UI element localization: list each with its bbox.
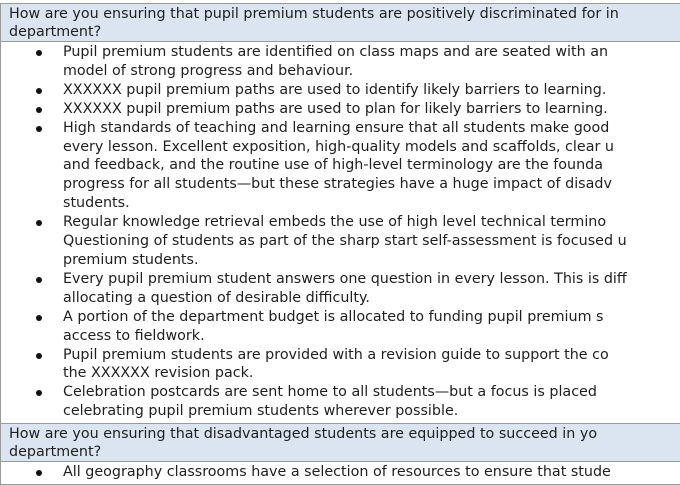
bullet-text-line: allocating a question of desirable difficulty.: [63, 289, 680, 308]
bullet-text-line: XXXXXX pupil premium paths are used to identify likely barriers to learning.: [63, 81, 680, 100]
bullet-text-line: Questioning of students as part of the sharp start self-assessment is focused u: [63, 232, 680, 251]
bullet-item: [1, 81, 680, 100]
bullet-item: [1, 43, 680, 81]
bullet-text-line: the XXXXXX revision pack.: [63, 364, 680, 383]
bullet-text-line: Pupil premium students are provided with a revision guide to support the co: [63, 346, 680, 365]
bullet-text-line: All geography classrooms have a selection of resources to ensure that stude: [63, 463, 680, 482]
section-1-content: [1, 42, 680, 424]
bullet-dot-icon: [36, 126, 42, 132]
bullet-text-line: Regular knowledge retrieval embeds the use of high level technical termino: [63, 213, 680, 232]
bullet-dot-icon: [36, 277, 42, 283]
bullet-text-line: every lesson. Excellent exposition, high-quality models and scaffolds, clear u: [63, 138, 680, 157]
bullet-dot-icon: [36, 88, 42, 94]
section-2-heading: [1, 424, 680, 462]
heading-line: How are you ensuring that disadvantaged students are equipped to succeed in yo: [9, 426, 680, 444]
heading-line: department?: [9, 444, 680, 462]
bullet-item: [1, 308, 680, 346]
bullet-item: [1, 383, 680, 421]
bullet-item: [1, 463, 680, 482]
bullet-text-line: and feedback, and the routine use of high-level terminology are the founda: [63, 156, 680, 175]
bullet-text-line: Pupil premium students are identified on class maps and are seated with an: [63, 43, 680, 62]
bullet-text-line: A portion of the department budget is allocated to funding pupil premium s: [63, 308, 680, 327]
bullet-text-line: model of strong progress and behaviour.: [63, 62, 680, 81]
bullet-item: [1, 346, 680, 384]
bullet-text-line: celebrating pupil premium students wherever possible.: [63, 402, 680, 421]
section-1-bullet-list: [1, 43, 680, 421]
section-1-heading: [1, 4, 680, 42]
bullet-item: [1, 119, 680, 214]
heading-line: How are you ensuring that pupil premium students are positively discriminated for in: [9, 6, 680, 24]
bullet-dot-icon: [36, 390, 42, 396]
bullet-dot-icon: [36, 50, 42, 56]
bullet-text-line: students.: [63, 194, 680, 213]
section-2-bullet-list: [1, 463, 680, 482]
bullet-dot-icon: [36, 353, 42, 359]
bullet-text-line: Celebration postcards are sent home to all students—but a focus is placed: [63, 383, 680, 402]
policy-table: [0, 3, 680, 485]
bullet-dot-icon: [36, 470, 42, 476]
bullet-dot-icon: [36, 220, 42, 226]
bullet-text-line: premium students.: [63, 251, 680, 270]
bullet-item: [1, 100, 680, 119]
bullet-text-line: XXXXXX pupil premium paths are used to plan for likely barriers to learning.: [63, 100, 680, 119]
bullet-item: [1, 213, 680, 270]
bullet-item: [1, 270, 680, 308]
bullet-dot-icon: [36, 107, 42, 113]
bullet-text-line: High standards of teaching and learning ensure that all students make good: [63, 119, 680, 138]
bullet-text-line: access to fieldwork.: [63, 327, 680, 346]
heading-line: department?: [9, 24, 680, 42]
bullet-text-line: progress for all students—but these strategies have a huge impact of disadv: [63, 175, 680, 194]
bullet-dot-icon: [36, 315, 42, 321]
section-2-content: [1, 462, 680, 485]
bullet-text-line: Every pupil premium student answers one question in every lesson. This is diff: [63, 270, 680, 289]
